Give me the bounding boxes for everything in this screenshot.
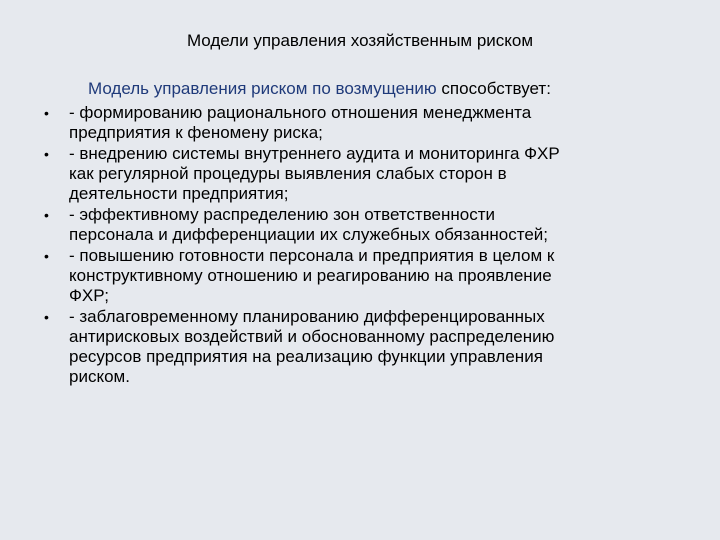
bullet-line: конструктивному отношению и реагированию на проявление xyxy=(69,266,552,285)
lead-highlight: Модель управления риском по возмущению xyxy=(88,79,437,98)
bullet-line: - повышению готовности персонала и предприятия в целом к xyxy=(69,246,555,265)
bullet-icon: • xyxy=(44,105,49,121)
bullet-item xyxy=(44,205,664,245)
bullet-line: риском. xyxy=(69,367,130,386)
bullet-line: - внедрению системы внутреннего аудита и мониторинга ФХР xyxy=(69,144,560,163)
bullet-line: персонала и дифференциации их служебных обязанностей; xyxy=(69,225,549,244)
bullet-line: как регулярной процедуры выявления слабых сторон в xyxy=(69,164,507,183)
bullet-line: деятельности предприятия; xyxy=(69,184,289,203)
bullet-line: - формированию рационального отношения менеджмента xyxy=(69,103,532,122)
lead-sentence xyxy=(88,79,688,99)
bullet-line: предприятия к феномену риска; xyxy=(69,123,323,142)
bullet-line: ресурсов предприятия на реализацию функции управления xyxy=(69,347,543,366)
bullet-item xyxy=(44,144,664,204)
bullet-item xyxy=(44,246,664,306)
bullet-icon: • xyxy=(44,309,49,325)
bullet-icon: • xyxy=(44,248,49,264)
lead-rest: способствует: xyxy=(436,79,551,98)
bullet-item xyxy=(44,307,664,387)
bullet-line: - заблаговременному планированию дифференцированных xyxy=(69,307,545,326)
slide-title: Модели управления хозяйственным риском xyxy=(186,31,534,50)
bullet-line: ФХР; xyxy=(69,286,109,305)
bullet-icon: • xyxy=(44,146,49,162)
bullet-list xyxy=(44,103,664,388)
bullet-item xyxy=(44,103,664,143)
bullet-icon: • xyxy=(44,207,49,223)
bullet-line: - эффективному распределению зон ответственности xyxy=(69,205,496,224)
bullet-line: антирисковых воздействий и обоснованному распределению xyxy=(69,327,555,346)
